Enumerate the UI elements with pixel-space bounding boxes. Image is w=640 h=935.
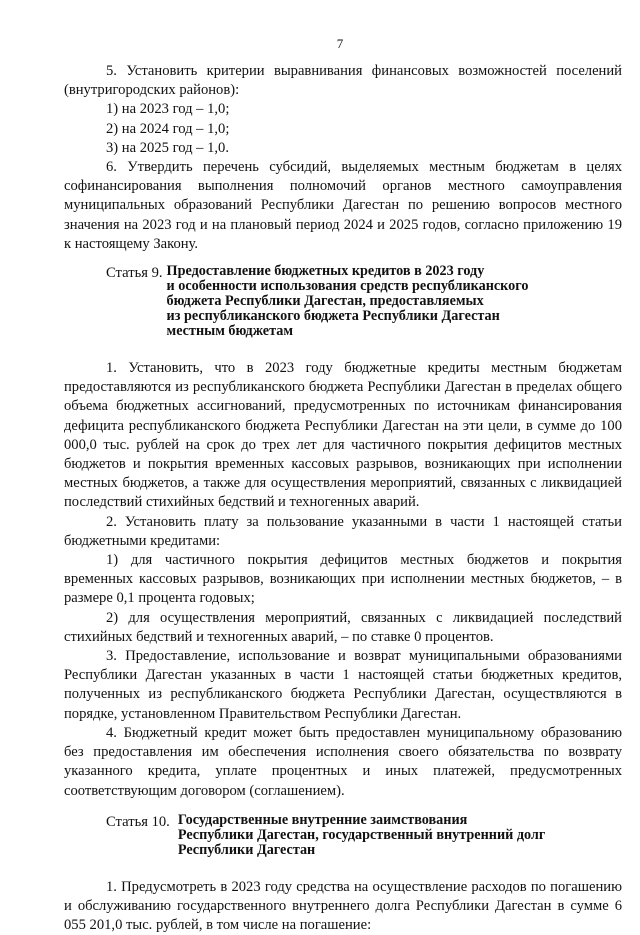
article-title-line: из республиканского бюджета Республики Дагестан bbox=[166, 308, 500, 325]
article-9-part-3: 3. Предоставление, использование и возврат муниципальными образованиями Республики Дагестан указанных в части 1 настоящей статьи бюджетных кредитов, полученных из республиканского бюджета Республики Дагестан, осуществляются в порядке, установленном Правительством Республики Дагестан. bbox=[64, 648, 622, 722]
list-item: 3) на 2025 год – 1,0. bbox=[106, 139, 229, 156]
paragraph-5: 5. Установить критерии выравнивания финансовых возможностей поселений (внутригородских районов): bbox=[64, 63, 622, 99]
article-9-heading bbox=[64, 264, 622, 339]
article-title-line: местным бюджетам bbox=[166, 323, 294, 340]
article-10-part-1: 1. Предусмотреть в 2023 году средства на осуществление расходов по погашению и обслуживанию государственного внутреннего долга Республики Дагестан в сумме 6 055 201,0 тыс. рублей, в том числе на погашение: bbox=[64, 878, 622, 934]
document-body bbox=[64, 62, 622, 935]
article-10-heading bbox=[64, 813, 622, 858]
article-9-part-2-item-1: 1) для частичного покрытия дефицитов местных бюджетов и покрытия временных кассовых разрывов, возникающих при исполнении местных бюджетов, – в размере 0,1 процента годовых; bbox=[64, 552, 622, 607]
paragraph-6: 6. Утвердить перечень субсидий, выделяемых местным бюджетам в целях софинансирования выполнения полномочий органов местного самоуправления муниципальных образований Республики Дагестан по решению вопросов местного значения на 2023 год и на плановый период 2024 и 2025 годов, согласно приложению 19 к настоящему Закону. bbox=[64, 159, 622, 252]
page-number: 7 bbox=[336, 36, 344, 51]
article-title bbox=[178, 813, 546, 858]
article-title-line: Республики Дагестан, государственный внутренний долг bbox=[177, 826, 546, 843]
list-item: 2) на 2024 год – 1,0; bbox=[106, 120, 230, 137]
article-title-line: Государственные внутренние заимствования bbox=[177, 811, 468, 828]
list-item: 1) на 2023 год – 1,0; bbox=[106, 101, 230, 118]
article-label: Статья 9. bbox=[106, 265, 163, 282]
article-title-line: бюджета Республики Дагестан, предоставляемых bbox=[166, 293, 484, 310]
article-9-part-1: 1. Установить, что в 2023 году бюджетные кредиты местным бюджетам предоставляются из республиканского бюджета Республики Дагестан в пределах общего объема бюджетных ассигнований, предусмотренных по источникам финансирования дефицита республиканского бюджета Республики Дагестан на эти цели, в сумме до 100 000,0 тыс. рублей на срок до трех лет для частичного покрытия дефицитов местных бюджетов и покрытия временных кассовых разрывов, возникающих при исполнении местных бюджетов, а также для осуществления мероприятий, связанных с ликвидацией последствий стихийных бедствий и техногенных аварий. bbox=[64, 360, 622, 511]
article-title-line: Предоставление бюджетных кредитов в 2023 году bbox=[166, 263, 485, 280]
article-9-part-2-item-2: 2) для осуществления мероприятий, связанных с ликвидацией последствий стихийных бедствий и техногенных аварий, – по ставке 0 процентов. bbox=[64, 609, 622, 645]
article-title-line: Республики Дагестан bbox=[177, 841, 316, 858]
article-title bbox=[167, 264, 529, 339]
article-9-part-4: 4. Бюджетный кредит может быть предоставлен муниципальному образованию без предоставления им обеспечения исполнения своего обязательства по возврату указанного кредита, уплате процентных и иных платежей, предусмотренных соответствующим договором (соглашением). bbox=[64, 724, 622, 799]
article-9-part-2: 2. Установить плату за пользование указанными в части 1 настоящей статьи бюджетными кредитами: bbox=[64, 513, 622, 549]
article-title-line: и особенности использования средств республиканского bbox=[166, 278, 529, 295]
article-label: Статья 10. bbox=[106, 813, 170, 830]
